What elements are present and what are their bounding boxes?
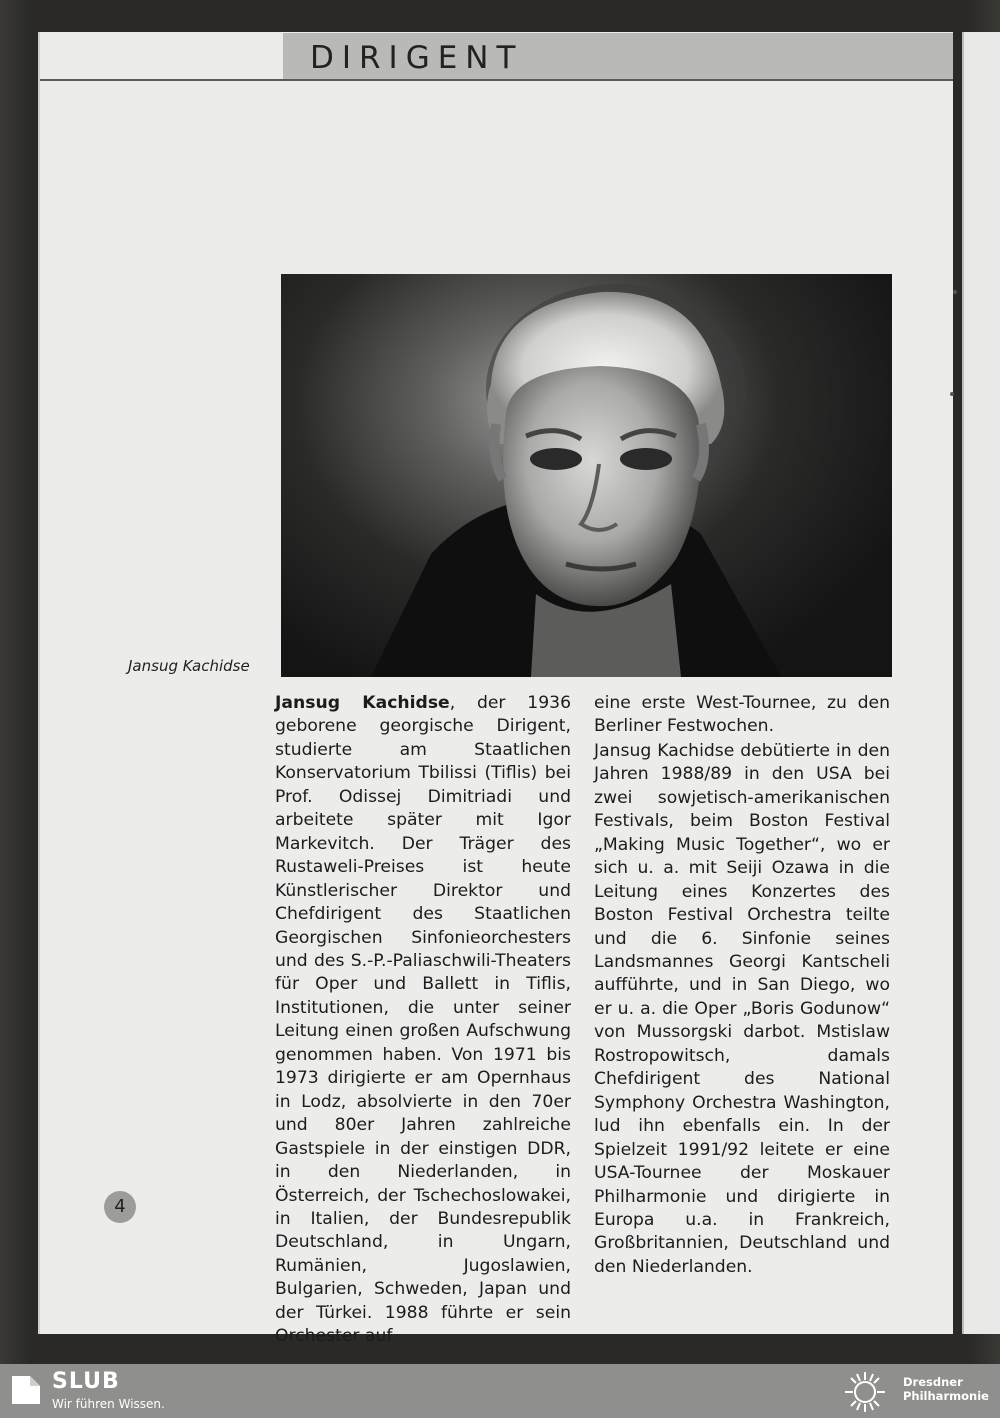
footer-bar (0, 1364, 1000, 1418)
page-mark (953, 290, 957, 294)
article-paragraph (275, 692, 571, 1349)
slub-logo-icon (8, 1372, 44, 1408)
philharmonie-logo-icon (840, 1370, 890, 1414)
library-tagline: Wir führen Wissen. (52, 1397, 165, 1411)
article-column-left (275, 692, 571, 1349)
page-number: 4 (104, 1191, 136, 1223)
article-column-right (594, 692, 890, 1279)
page-mark (950, 392, 954, 396)
article-paragraph: Jansug Kachidse debütierte in den Jahren 1988/89 in den USA bei zwei sowjetisch-amerikanischen Festivals, beim Boston Festival „Making Music Together“, wo er sich u. a. mit Seiji Ozawa in die Leitung eines Konzertes des Boston Festival Orchestra teilte und die 6. Sinfonie seines Landsmannes Georgi Kantscheli aufführte, und in San Diego, wo er u. a. die Oper „Boris Godunow“ von Mussorgski darbot. Mstislaw Rostropowitsch, damals Chefdirigent des National Symphony Orchestra Washington, lud ihn ebenfalls ein. In der Spielzeit 1991/92 leitete er eine USA-Tournee der Moskauer Philharmonie und dirigierte in Europa u.a. in Frankreich, Großbritannien, Deutschland und den Niederlanden. (594, 740, 890, 1277)
partner-name-line1: Dresdner (903, 1375, 963, 1389)
article-lead-name: Jansug Kachidse (275, 693, 450, 713)
conductor-portrait (281, 274, 892, 677)
next-page-edge (962, 32, 1000, 1334)
article-paragraph: eine erste West-Tournee, zu den Berliner Festwochen. (594, 693, 890, 737)
partner-name-line2: Philharmonie (903, 1389, 989, 1403)
photo-caption: Jansug Kachidse (128, 657, 250, 675)
partner-name[interactable] (903, 1375, 989, 1403)
portrait-illustration (281, 274, 892, 677)
section-title: DIRIGENT (310, 40, 524, 76)
library-name[interactable]: SLUB (52, 1369, 120, 1394)
article-body-left: , der 1936 geborene georgische Dirigent, studierte am Staatlichen Konservatorium Tbilissi (Tiflis) bei Prof. Odissej Dimitriadi und arbeitete später mit Igor Markevitch. Der Träger des Rustaweli-Preises ist heute Künstlerischer Direktor und Chefdirigent des Staatlichen Georgischen Sinfonieorchesters und des S.-P.-Paliaschwili-Theaters für Oper und Ballett in Tiflis, Institutionen, die unter seiner Leitung einen großen Aufschwung genommen haben. Von 1971 bis 1973 dirigierte er am Opernhaus in Lodz, absolvierte in den 70er und 80er Jahren zahlreiche Gastspiele in der einstigen DDR, in den Niederlanden, in Österreich, der Tschechoslowakei, in Italien, der Bundesrepublik Deutschland, in Ungarn, Rumänien, Jugoslawien, Bulgarien, Schweden, Japan und der Türkei. 1988 führte er sein Orchester auf (275, 693, 572, 1347)
